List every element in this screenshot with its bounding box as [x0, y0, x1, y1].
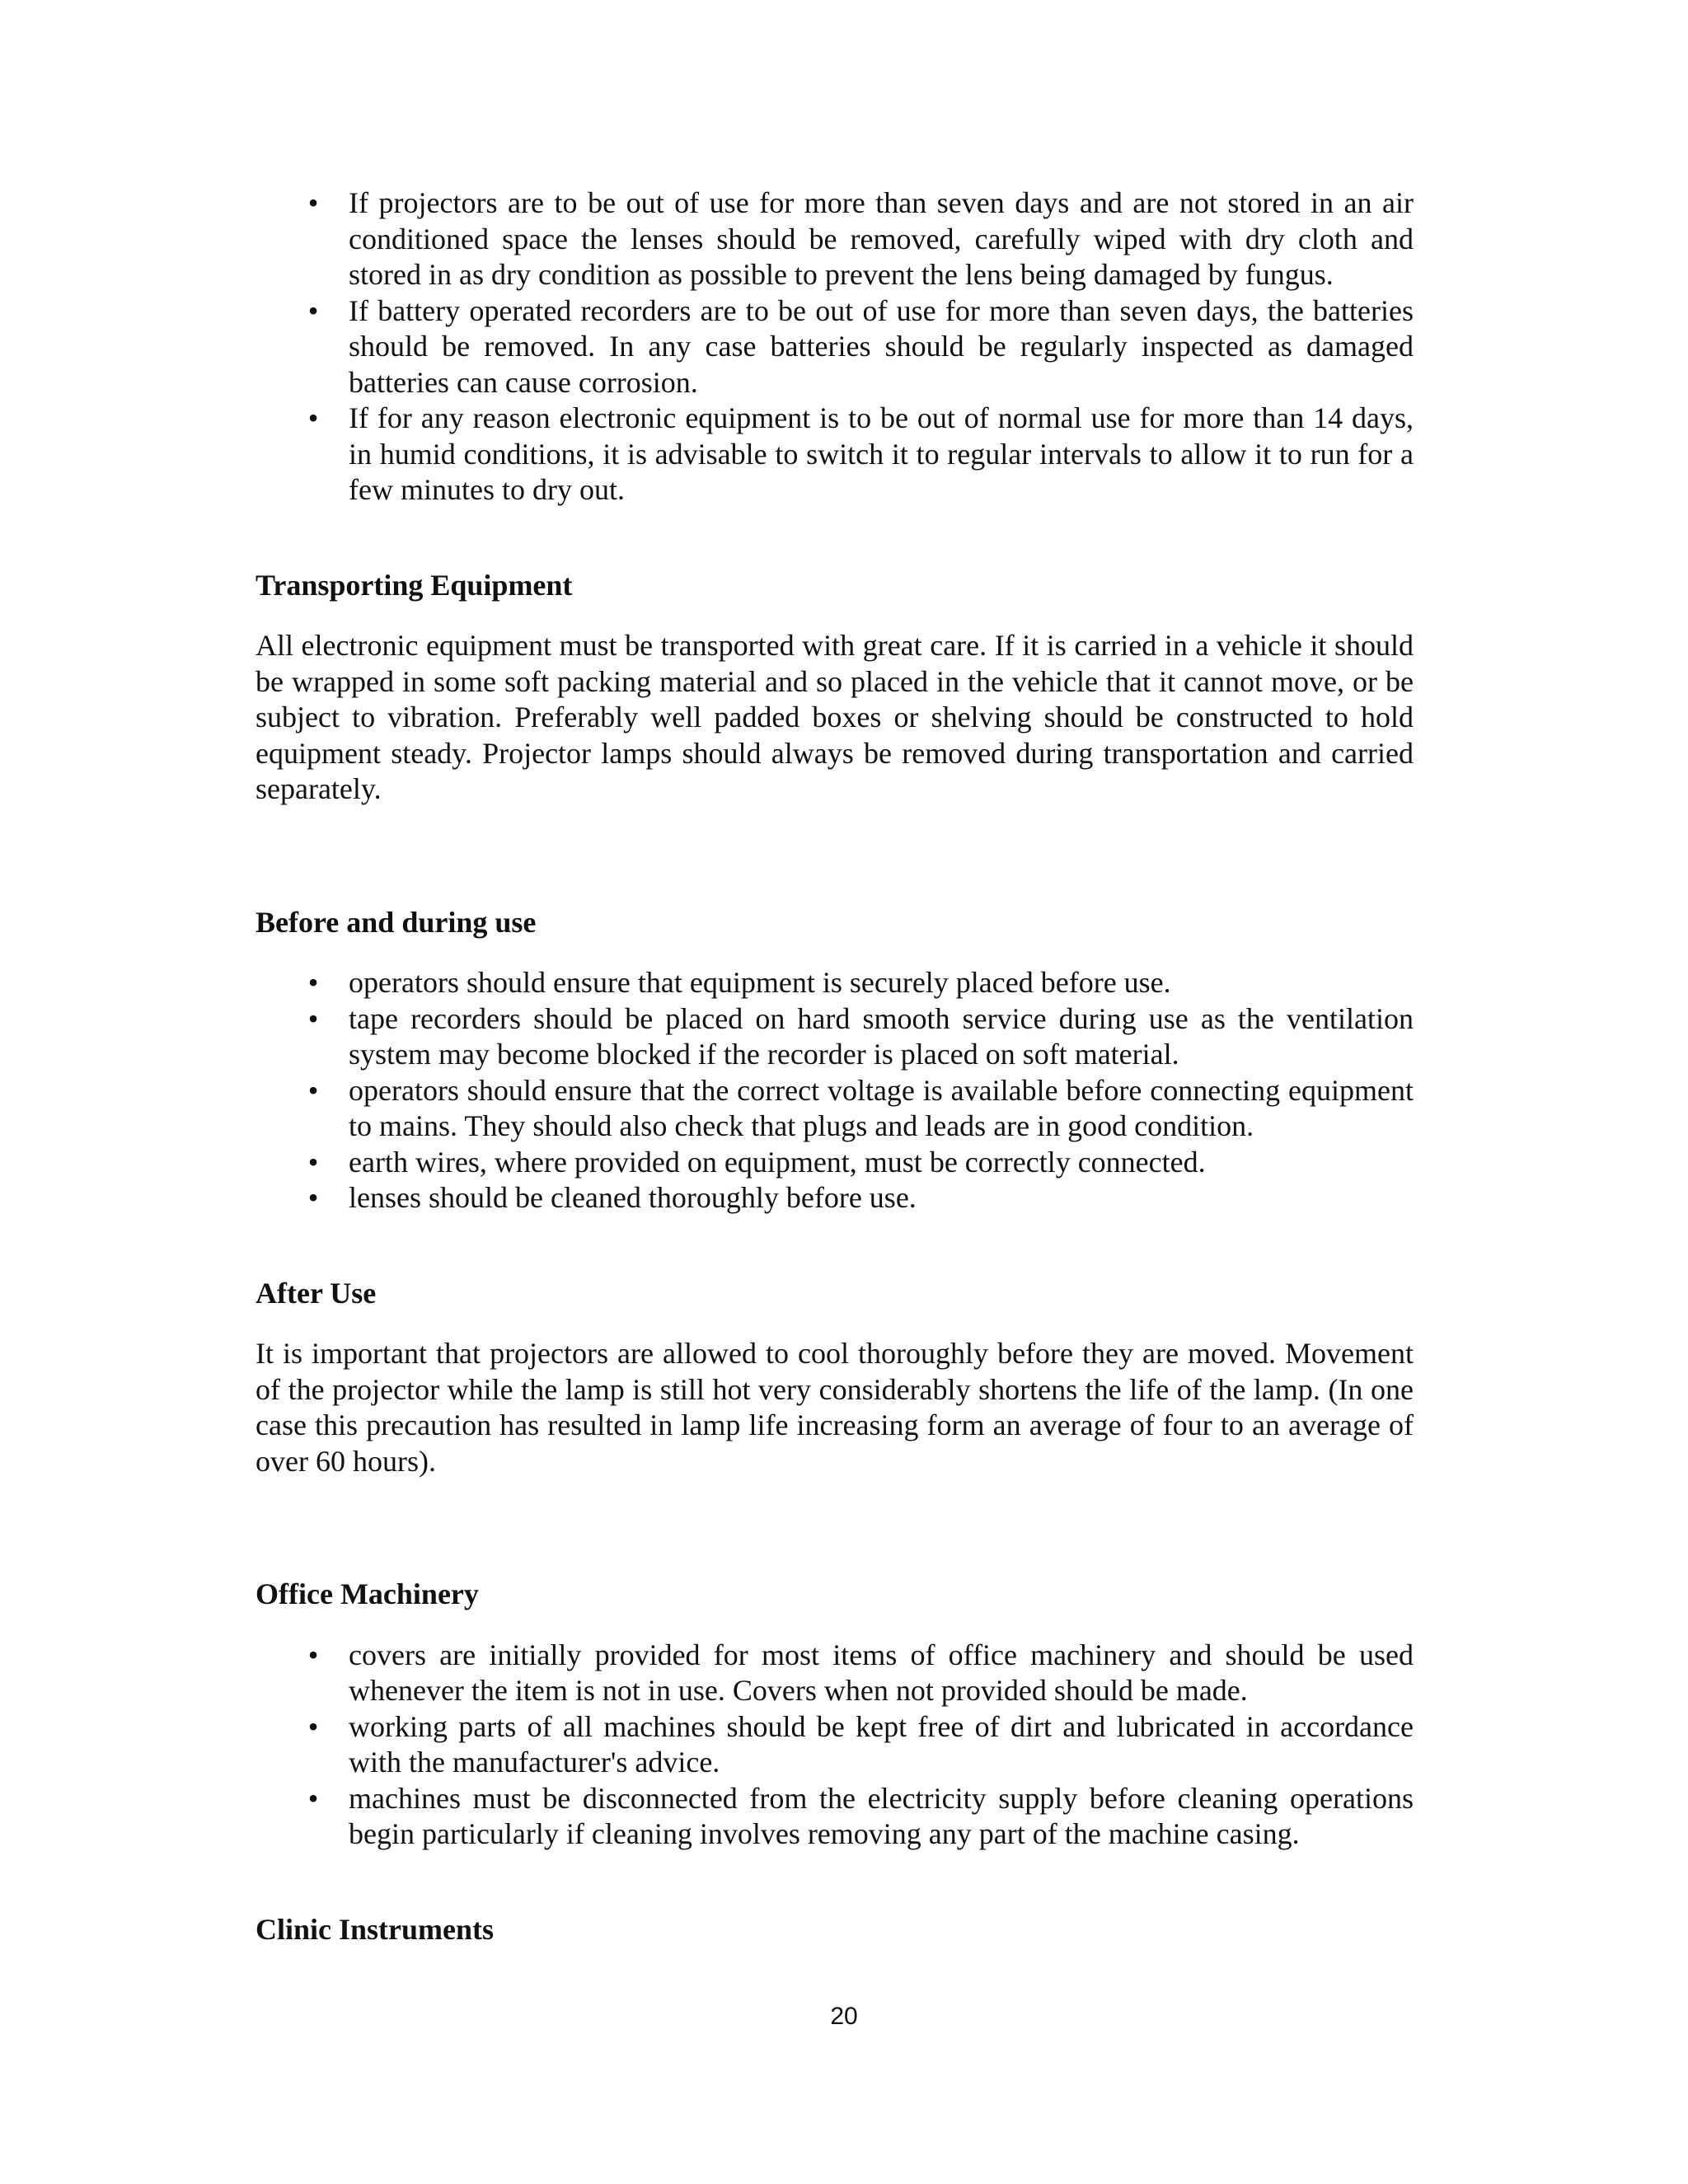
- list-item-text: working parts of all machines should be kept free of dirt and lubricated in accordance with the manufacturer's advice.: [349, 1709, 1414, 1779]
- list-item: [256, 401, 1414, 509]
- storage-bullet-list: [256, 185, 1414, 509]
- list-item-text: If battery operated recorders are to be out of use for more than seven days, the batteries should be removed. In any case batteries should be regularly inspected as damaged batteries can cause corrosion.: [349, 293, 1414, 399]
- bullet-icon: •: [307, 966, 319, 999]
- list-item-text: tape recorders should be placed on hard smooth service during use as the ventilation system may become blocked if the recorder is placed on soft material.: [349, 1001, 1414, 1071]
- office-machinery-heading: Office Machinery: [256, 1577, 479, 1610]
- list-item: [256, 1073, 1414, 1145]
- list-item-text: machines must be disconnected from the electricity supply before cleaning operations begin particularly if cleaning involves removing any part of the machine casing.: [349, 1781, 1414, 1850]
- clinic-instruments-heading: Clinic Instruments: [256, 1912, 495, 1946]
- list-item: [256, 185, 1414, 293]
- list-item-text: earth wires, where provided on equipment, must be correctly connected.: [349, 1145, 1206, 1179]
- before-use-heading: Before and during use: [256, 905, 537, 939]
- bullet-icon: •: [307, 1001, 319, 1035]
- office-machinery-bullet-list: [256, 1638, 1414, 1853]
- bullet-icon: •: [307, 1638, 319, 1671]
- bullet-icon: •: [307, 401, 319, 434]
- before-use-bullet-list: [256, 965, 1414, 1216]
- list-item: [256, 965, 1414, 1001]
- list-item-text: If projectors are to be out of use for more than seven days and are not stored in an air conditioned space the lenses should be removed, carefully wiped with dry cloth and stored in as dry condition as possible to prevent the lens being damaged by fungus.: [349, 186, 1414, 291]
- bullet-icon: •: [307, 293, 319, 327]
- bullet-icon: •: [307, 186, 319, 219]
- document-page: [256, 185, 1414, 1947]
- list-item-text: operators should ensure that equipment is securely placed before use.: [349, 966, 1171, 999]
- bullet-icon: •: [307, 1145, 319, 1179]
- bullet-icon: •: [307, 1709, 319, 1743]
- bullet-icon: •: [307, 1181, 319, 1214]
- page-number: 20: [830, 2003, 858, 2030]
- list-item: [256, 1180, 1414, 1216]
- list-item: [256, 1781, 1414, 1853]
- bullet-icon: •: [307, 1073, 319, 1107]
- after-use-paragraph: It is important that projectors are allowed to cool thoroughly before they are moved. Movement of the projector while the lamp is still hot very considerably shortens the life of the lamp. (In one case this precaution has resulted in lamp life increasing form an average of four to an average of over 60 hours).: [256, 1337, 1414, 1478]
- after-use-heading: After Use: [256, 1276, 377, 1310]
- list-item: [256, 1001, 1414, 1073]
- list-item: [256, 293, 1414, 401]
- transporting-paragraph: All electronic equipment must be transported with great care. If it is carried in a vehicle it should be wrapped in some soft packing material and so placed in the vehicle that it cannot move, or be subject to vibration. Preferably well padded boxes or shelving should be constructed to hold equipment steady. Projector lamps should always be removed during transportation and carried separately.: [256, 629, 1414, 805]
- list-item-text: If for any reason electronic equipment is to be out of normal use for more than 14 days, in humid conditions, it is advisable to switch it to regular intervals to allow it to run for a few minutes to dry out.: [349, 401, 1414, 506]
- list-item: [256, 1145, 1414, 1181]
- list-item-text: covers are initially provided for most items of office machinery and should be used whenever the item is not in use. Covers when not provided should be made.: [349, 1638, 1414, 1707]
- list-item: [256, 1638, 1414, 1709]
- bullet-icon: •: [307, 1781, 319, 1815]
- list-item-text: operators should ensure that the correct voltage is available before connecting equipment to mains. They should also check that plugs and leads are in good condition.: [349, 1073, 1414, 1142]
- list-item-text: lenses should be cleaned thoroughly before use.: [349, 1181, 917, 1214]
- transporting-heading: Transporting Equipment: [256, 568, 573, 602]
- list-item: [256, 1709, 1414, 1781]
